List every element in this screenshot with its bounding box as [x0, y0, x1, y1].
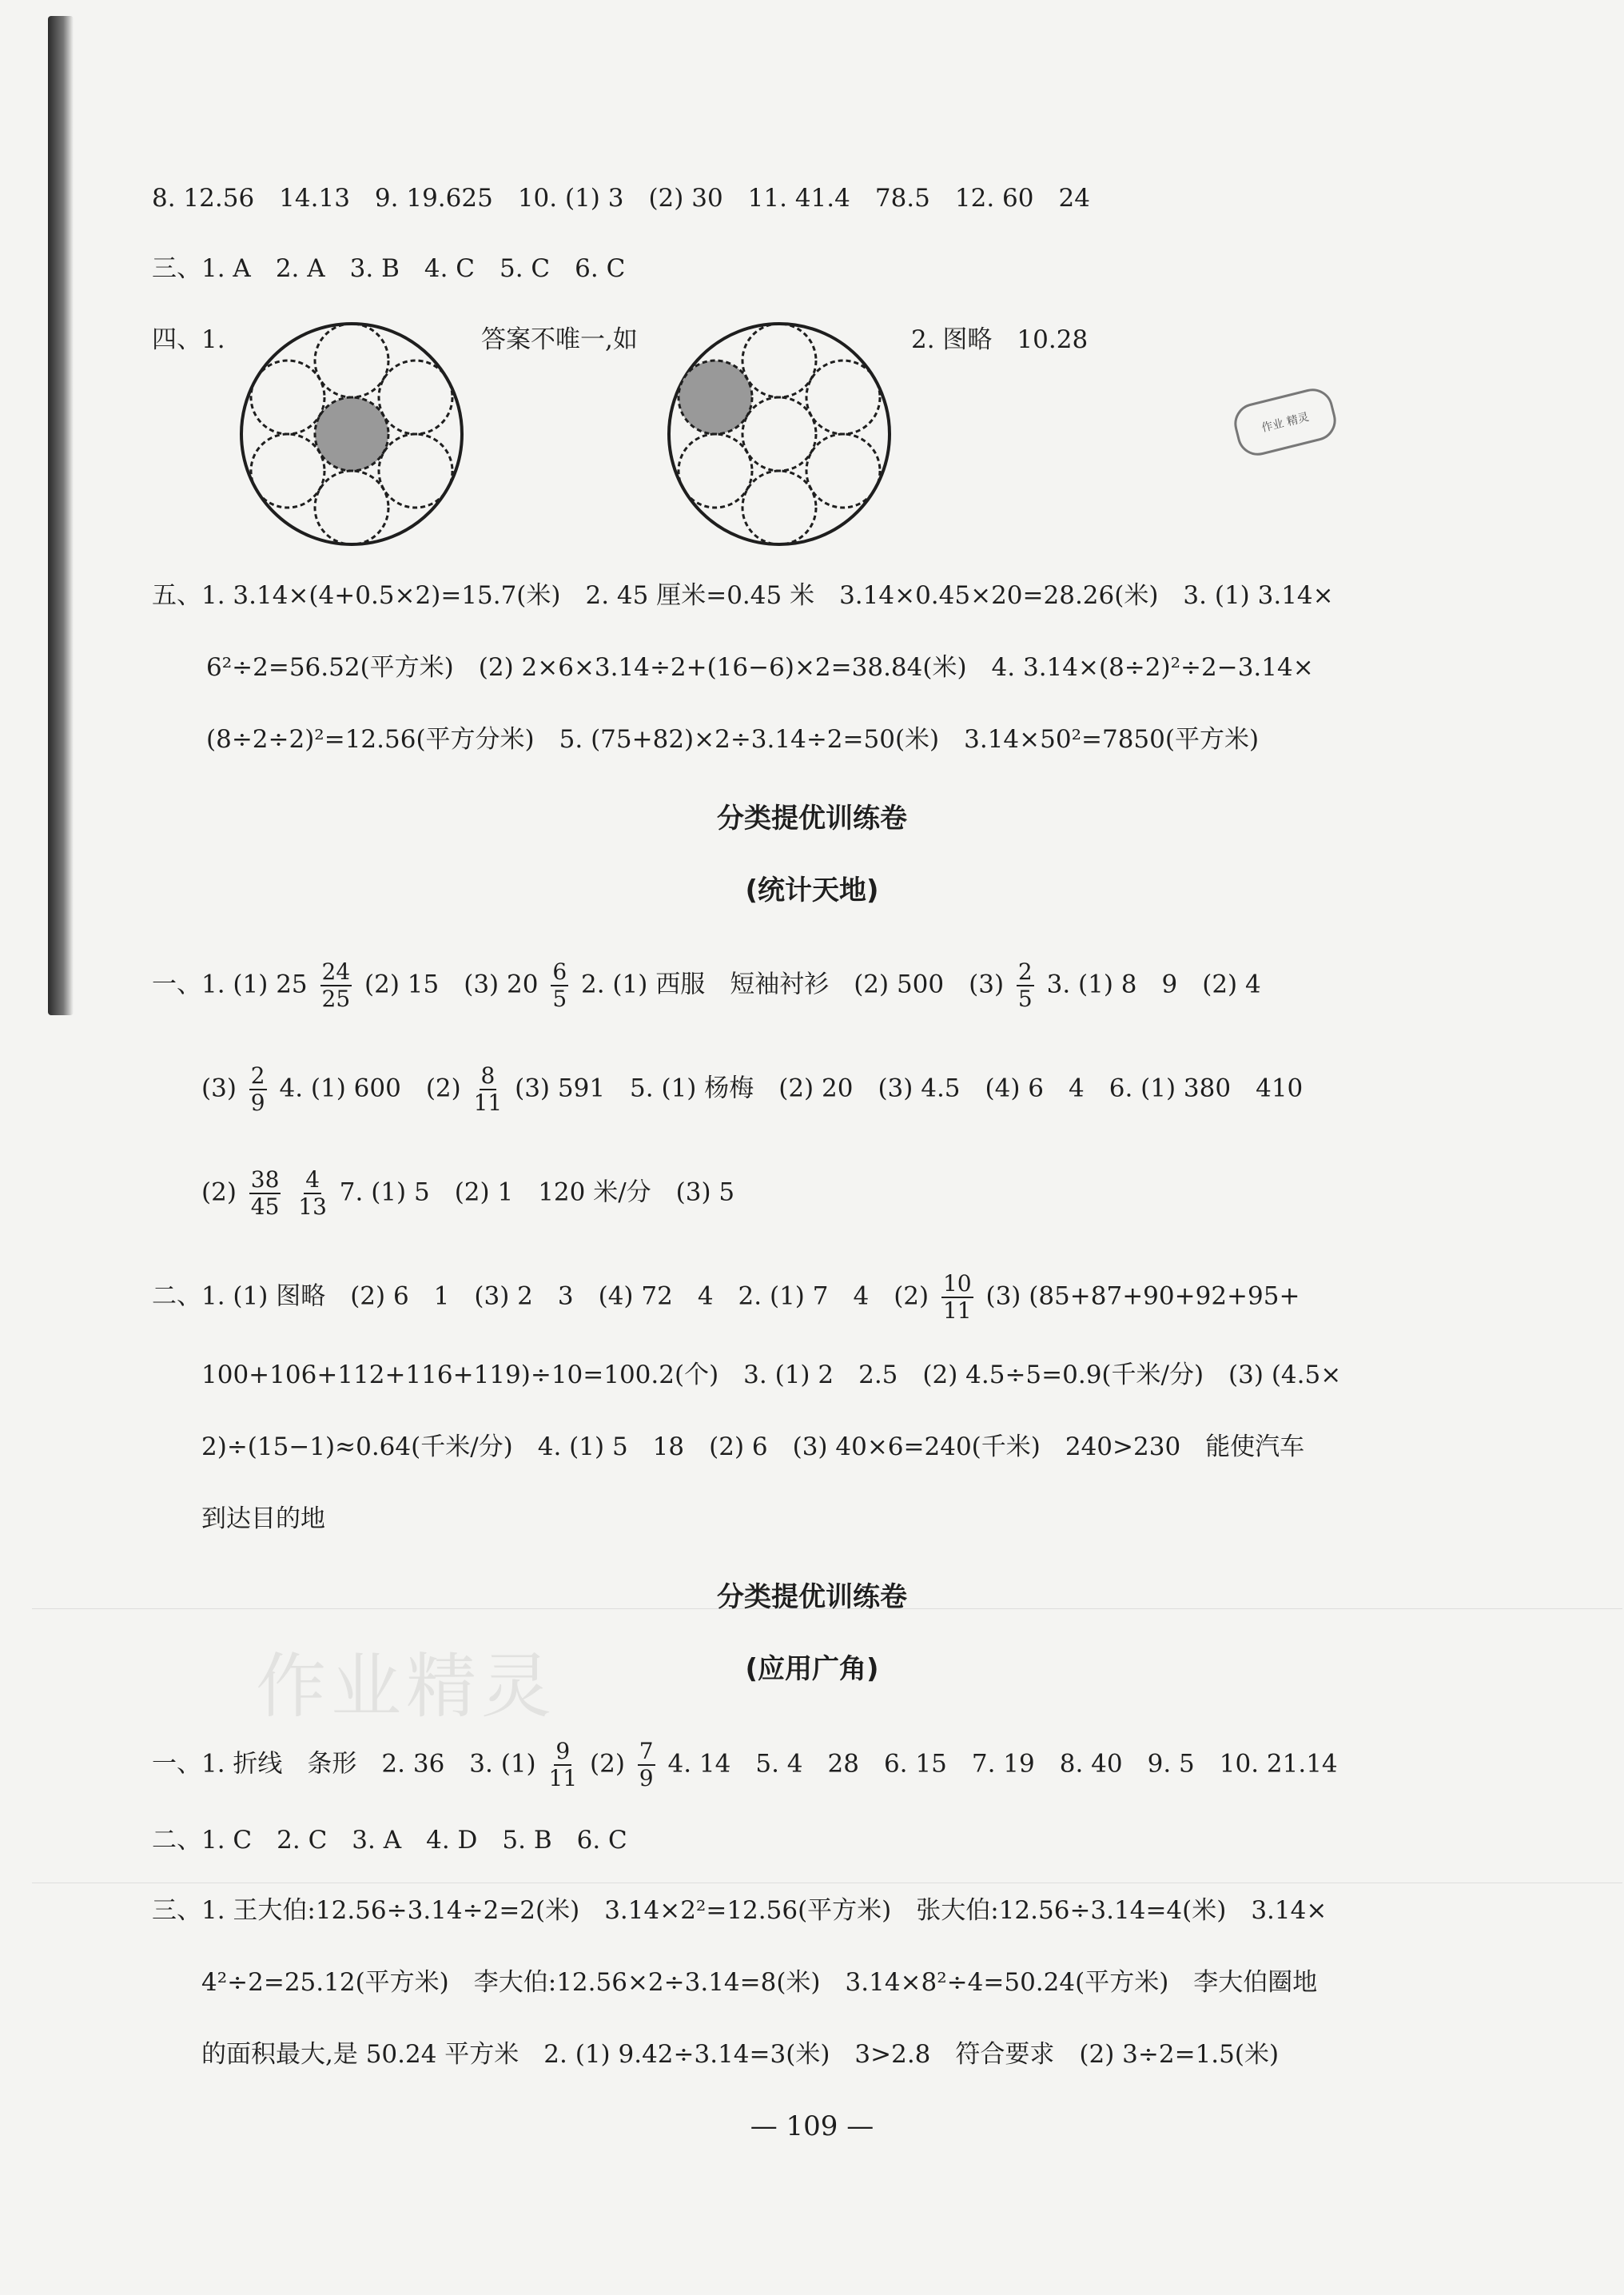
fraction: $\frac{24}{25}$: [321, 958, 351, 1012]
answer-text: 2. 图略 10.28: [911, 325, 1089, 354]
answer-line: 6²÷2=56.52(平方米) (2) 2×6×3.14÷2+(16−6)×2=38.84(米) 4. 3.14×(8÷2)²÷2−3.14×: [206, 653, 1314, 682]
circle-packing-diagram-1: [236, 318, 468, 550]
page-number: — 109 —: [750, 2110, 874, 2142]
answer-line: 4²÷2=25.12(平方米) 李大伯:12.56×2÷3.14=8(米) 3.14×8²÷4=50.24(平方米) 李大伯圈地: [201, 1968, 1318, 1997]
fraction: $\frac{4}{13}$: [298, 1166, 327, 1220]
answer-line: (8÷2÷2)²=12.56(平方分米) 5. (75+82)×2÷3.14÷2=50(米) 3.14×50²=7850(平方米): [206, 725, 1260, 754]
answer-line: 一、1. (1) 25 $\frac{24}{25}$ (2) 15 (3) 20 $\frac{6}{5}$ 2. (1) 西服 短袖衬衫 (2) 500 (3) $\frac{2}{5}$ 3. (1) 8 9 (2) 4: [152, 958, 1261, 1012]
section-subtitle: (应用广角): [745, 1653, 879, 1685]
answer-line: 二、1. C 2. C 3. A 4. D 5. B 6. C: [152, 1826, 627, 1855]
fraction: $\frac{10}{11}$: [942, 1270, 972, 1324]
answer-line: 三、1. 王大伯:12.56÷3.14÷2=2(米) 3.14×2²=12.56(平方米) 张大伯:12.56÷3.14=4(米) 3.14×: [152, 1896, 1327, 1925]
answer-line: 到达目的地: [201, 1504, 325, 1533]
answer-line: 三、1. A 2. A 3. B 4. C 5. C 6. C: [152, 254, 626, 283]
fraction: $\frac{2}{9}$: [250, 1062, 265, 1116]
answer-line: 的面积最大,是 50.24 平方米 2. (1) 9.42÷3.14=3(米) 3>2.8 符合要求 (2) 3÷2=1.5(米): [201, 2040, 1280, 2069]
section-label: 四、1.: [152, 325, 225, 354]
answer-line: 100+106+112+116+119)÷10=100.2(个) 3. (1) 2 2.5 (2) 4.5÷5=0.9(千米/分) (3) (4.5×: [201, 1361, 1342, 1389]
fraction: $\frac{6}{5}$: [552, 958, 567, 1012]
fraction: $\frac{9}{11}$: [548, 1738, 578, 1791]
answer-line: 8. 12.56 14.13 9. 19.625 10. (1) 3 (2) 30 11. 41.4 78.5 12. 60 24: [152, 184, 1090, 213]
answer-line: (2) $\frac{38}{45}$ $\frac{4}{13}$ 7. (1) 5 (2) 1 120 米/分 (3) 5: [201, 1166, 735, 1220]
note-text: 答案不唯一,如: [481, 325, 638, 354]
stamp-logo: 作业 精灵: [1230, 384, 1340, 460]
scanned-page-edge: [48, 16, 74, 1015]
fraction: $\frac{2}{5}$: [1017, 958, 1033, 1012]
answer-line: 2)÷(15−1)≈0.64(千米/分) 4. (1) 5 18 (2) 6 (3) 40×6=240(千米) 240>230 能使汽车: [201, 1432, 1305, 1461]
section-title: 分类提优训练卷: [717, 803, 907, 835]
section-subtitle: (统计天地): [745, 875, 879, 906]
watermark: 作业精灵: [256, 1645, 557, 1727]
answer-line: 二、1. (1) 图略 (2) 6 1 (3) 2 3 (4) 72 4 2. (1) 7 4 (2) $\frac{10}{11}$ (3) (85+87+90+92+95+: [152, 1270, 1300, 1324]
section-title: 分类提优训练卷: [717, 1581, 907, 1613]
answer-line: (3) $\frac{2}{9}$ 4. (1) 600 (2) $\frac{8}{11}$ (3) 591 5. (1) 杨梅 (2) 20 (3) 4.5 (4) 6 4 6. (1) 380 410: [201, 1062, 1304, 1116]
answer-line: 一、1. 折线 条形 2. 36 3. (1) $\frac{9}{11}$ (2) $\frac{7}{9}$ 4. 14 5. 4 28 6. 15 7. 19 8. 40 9. 5 10. 21.14: [152, 1738, 1338, 1791]
fraction: $\frac{8}{11}$: [473, 1062, 503, 1116]
shaded-circle: [679, 361, 752, 434]
shaded-circle: [315, 397, 388, 471]
answer-line: 五、1. 3.14×(4+0.5×2)=15.7(米) 2. 45 厘米=0.45 米 3.14×0.45×20=28.26(米) 3. (1) 3.14×: [152, 581, 1334, 610]
fraction: $\frac{7}{9}$: [639, 1738, 654, 1791]
fraction: $\frac{38}{45}$: [250, 1166, 280, 1220]
circle-packing-diagram-2: [663, 318, 895, 550]
